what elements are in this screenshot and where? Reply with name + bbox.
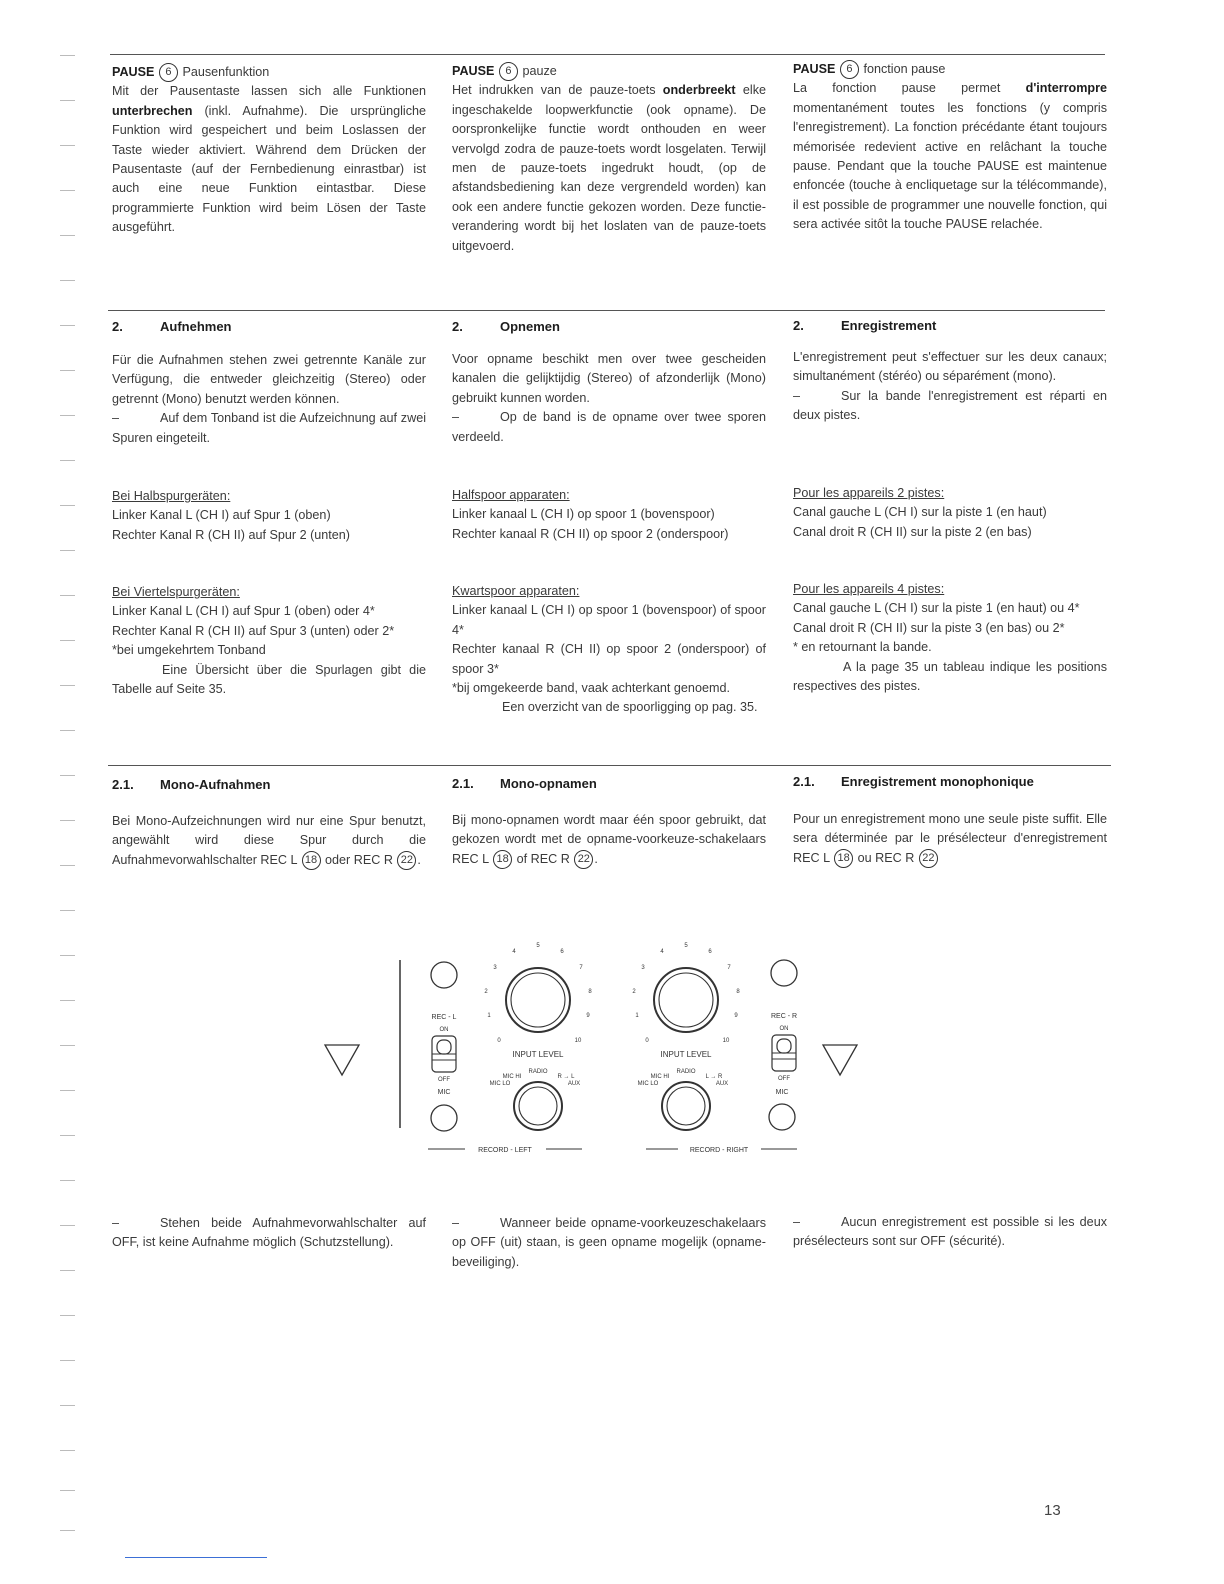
footer-fr: – Aucun enregistrement est possible si les deux présélecteurs sont sur OFF (sécurité). <box>793 1215 1107 1249</box>
record-right-label: RECORD - RIGHT <box>689 1147 749 1154</box>
section-2-rule <box>108 310 1105 311</box>
aux-left-label: AUX <box>567 1081 581 1087</box>
section21-fr-text: Pour un enregistrement mono une seule piste suffit. Elle sera déterminée par le présélecteur d'enregistrement REC L 18 ou REC R 22 <box>793 810 1107 868</box>
heading-opnemen: 2. Opnemen <box>452 319 560 334</box>
l-r-label: L → R <box>705 1074 723 1080</box>
down-triangle-right-icon <box>823 1045 857 1075</box>
scale-2: 2 <box>484 989 488 995</box>
heading-aufnehmen: 2. Aufnehmen <box>112 319 232 334</box>
mic-lo-left-label: MIC LO <box>489 1081 511 1087</box>
input-level-left-knob-icon <box>506 968 570 1032</box>
rec-r-on-label: ON <box>779 1026 789 1032</box>
pause-de: PAUSE 6 Pausenfunktion Mit der Pausentaste lassen sich alle Funktionen unterbrechen (inkl. Aufnahme). Die ursprüngliche Funktion wird gespeichert und beim Loslassen der Taste wieder aktiviert. Während dem Drücken der Pausentaste (auf der Fernbedienung einrastbar) ist auch eine neue Funktion eintastbar. Diese programmierte Funktion wird beim Lösen der Taste ausgeführt. <box>112 65 426 235</box>
scale-5: 5 <box>684 943 688 949</box>
page-number: 13 <box>1044 1502 1061 1519</box>
footer-de: – Stehen beide Aufnahmevorwahlschalter auf OFF, ist keine Aufnahme möglich (Schutzstellung). <box>112 1216 426 1250</box>
section2-nl-quarter: Kwartspoor apparaten: Linker kanaal L (CH I) op spoor 1 (bovenspoor) of spoor 4* Rechter kanaal R (CH II) op spoor 2 (onderspoor) of spoor 3* *bij omgekeerde band, vaak achterkant genoemd. Een overzicht van de spoorligging op pag. 35. <box>452 584 766 715</box>
scale-7: 7 <box>727 965 731 971</box>
rec-l-on-label: ON <box>439 1027 449 1033</box>
heading-enregistrement: 2. Enregistrement <box>793 318 937 333</box>
section2-fr-intro: L'enregistrement peut s'effectuer sur les deux canaux; simultanément (stéréo) ou séparément (mono). – Sur la bande l'enregistrement est réparti en deux pistes. <box>793 350 1107 423</box>
section2-nl-intro: Voor opname beschikt men over twee gescheiden kanalen die gelijktijdig (Stereo) of afzonderlijk (Mono) gebruikt kunnen worden. – Op de band is de opname over twee sporen verdeeld. <box>452 352 766 444</box>
scale-9: 9 <box>586 1013 590 1019</box>
mic-lo-right-label: MIC LO <box>637 1081 659 1087</box>
scale-3: 3 <box>641 965 645 971</box>
callout-6: 6 <box>159 63 178 82</box>
radio-left-label: RADIO <box>528 1069 548 1075</box>
scale-8: 8 <box>588 989 592 995</box>
scale-5: 5 <box>536 943 540 949</box>
mic-l-jack-icon <box>431 1105 457 1131</box>
mic-l-label: MIC <box>437 1089 451 1096</box>
top-rule <box>110 54 1105 55</box>
pause-fr: PAUSE 6 fonction pause La fonction pause permet d'interrompre momentanément toutes les fonctions (y compris l'enregistrement). La fonction précédante étant toujours mémorisée redevient active en relâchant la touche pause. Pendant que la touche PAUSE est maintenue enfoncée (touche à encliquetage sur la télécommande), il est possible de programmer une nouvelle fonction, qui sera activée sitôt la touche PAUSE relachée. <box>793 62 1107 232</box>
callout-6: 6 <box>499 62 518 81</box>
scale-7: 7 <box>579 965 583 971</box>
source-selector-right-knob-icon <box>662 1082 710 1130</box>
callout-6: 6 <box>840 60 859 79</box>
rec-l-off-label: OFF <box>438 1077 450 1083</box>
record-left-label: RECORD - LEFT <box>478 1147 532 1154</box>
source-selector-left-knob-icon <box>514 1082 562 1130</box>
scale-10: 10 <box>722 1038 730 1044</box>
section2-de-quarter: Bei Viertelspurgeräten: Linker Kanal L (CH I) auf Spur 1 (oben) oder 4* Rechter Kanal R (CH II) auf Spur 3 (unten) oder 2* *bei umgekehrtem Tonband Eine Übersicht über die Spurlagen gibt die Tabelle auf Seite 35. <box>112 585 426 697</box>
record-panel-diagram <box>300 935 880 1165</box>
input-level-right-label: INPUT LEVEL <box>660 1050 712 1059</box>
scale-3: 3 <box>493 965 497 971</box>
rec-l-label: REC - L <box>431 1014 457 1021</box>
mic-hi-left-label: MIC HI <box>502 1074 522 1080</box>
scale-2: 2 <box>632 989 636 995</box>
callout-22: 22 <box>919 849 938 868</box>
callout-22: 22 <box>397 851 416 870</box>
callout-18: 18 <box>493 850 512 869</box>
mic-hi-right-label: MIC HI <box>650 1074 670 1080</box>
pause-nl: PAUSE 6 pauze Het indrukken van de pauze-toets onderbreekt elke ingeschakelde loopwerkfunctie (ook opname). De oorspronkelijke functie wordt onthouden en weer vervolgd zodra de pauze-toets wordt losgelaten. Terwijl men de pauze-toets ingedrukt houdt, (op de afstandsbediening kan deze vergrendeld worden) kan ook een andere functie gekozen worden. Deze functie-verandering wordt bij het loslaten van de pauze-toets uitgevoerd. <box>452 64 766 253</box>
section-21-rule <box>108 765 1111 766</box>
scale-4: 4 <box>512 949 516 955</box>
callout-18: 18 <box>302 851 321 870</box>
mic-r-label: MIC <box>775 1089 789 1096</box>
section2-de-intro: Für die Aufnahmen stehen zwei getrennte Kanäle zur Verfügung, die entweder gleichzeitig (Stereo) oder getrennt (Mono) benutzt werden können. – Auf dem Tonband ist die Aufzeichnung auf zwei Spuren eingeteilt. <box>112 353 426 445</box>
scale-6: 6 <box>560 949 564 955</box>
rec-r-lamp-icon <box>771 960 797 986</box>
scale-0: 0 <box>497 1038 501 1044</box>
rec-r-off-label: OFF <box>778 1076 790 1082</box>
rec-l-lamp-icon <box>431 962 457 988</box>
input-level-right-knob-icon <box>654 968 718 1032</box>
scale-4: 4 <box>660 949 664 955</box>
scale-6: 6 <box>708 949 712 955</box>
section21-nl-text: Bij mono-opnamen wordt maar één spoor gebruikt, dat gekozen wordt met de opname-voorkeuze-schakelaars REC L 18 of REC R 22 . <box>452 811 766 869</box>
down-triangle-left-icon <box>325 1045 359 1075</box>
callout-18: 18 <box>834 849 853 868</box>
scale-1: 1 <box>487 1013 491 1019</box>
heading-mono-opnamen: 2.1. Mono-opnamen <box>452 776 597 791</box>
scale-9: 9 <box>734 1013 738 1019</box>
footer-nl: – Wanneer beide opname-voorkeuzeschakelaars op OFF (uit) staan, is geen opname mogelijk (opname-beveiliging). <box>452 1216 766 1269</box>
rec-r-label: REC - R <box>770 1013 798 1020</box>
r-l-label: R → L <box>557 1074 575 1080</box>
radio-right-label: RADIO <box>676 1069 696 1075</box>
section2-fr-quarter: Pour les appareils 4 pistes: Canal gauche L (CH I) sur la piste 1 (en haut) ou 4* Canal droit R (CH II) sur la piste 3 (en bas) ou 2* * en retournant la bande. A la page 35 un tableau indique les positions respectives des pistes. <box>793 582 1107 694</box>
scale-8: 8 <box>736 989 740 995</box>
aux-right-label: AUX <box>715 1081 729 1087</box>
scale-10: 10 <box>574 1038 582 1044</box>
bottom-link-line <box>125 1557 267 1558</box>
section2-de-half: Bei Halbspurgeräten: Linker Kanal L (CH I) auf Spur 1 (oben) Rechter Kanal R (CH II) auf Spur 2 (unten) <box>112 489 350 542</box>
input-level-left-label: INPUT LEVEL <box>512 1050 564 1059</box>
section21-de-text: Bei Mono-Aufzeichnungen wird nur eine Spur benutzt, angewählt wird diese Spur durch die Aufnahmevorwahlschalter REC L 18 oder REC R 22 . <box>112 812 426 870</box>
scale-1: 1 <box>635 1013 639 1019</box>
callout-22: 22 <box>574 850 593 869</box>
heading-mono-aufnahmen: 2.1. Mono-Aufnahmen <box>112 777 271 792</box>
section2-fr-half: Pour les appareils 2 pistes: Canal gauche L (CH I) sur la piste 1 (en haut) Canal droit R (CH II) sur la piste 2 (en bas) <box>793 486 1047 539</box>
section2-nl-half: Halfspoor apparaten: Linker kanaal L (CH I) op spoor 1 (bovenspoor) Rechter kanaal R (CH II) op spoor 2 (onderspoor) <box>452 488 729 541</box>
scale-0: 0 <box>645 1038 649 1044</box>
mic-r-jack-icon <box>769 1104 795 1130</box>
heading-enregistrement-mono: 2.1. Enregistrement monophonique <box>793 774 1034 789</box>
